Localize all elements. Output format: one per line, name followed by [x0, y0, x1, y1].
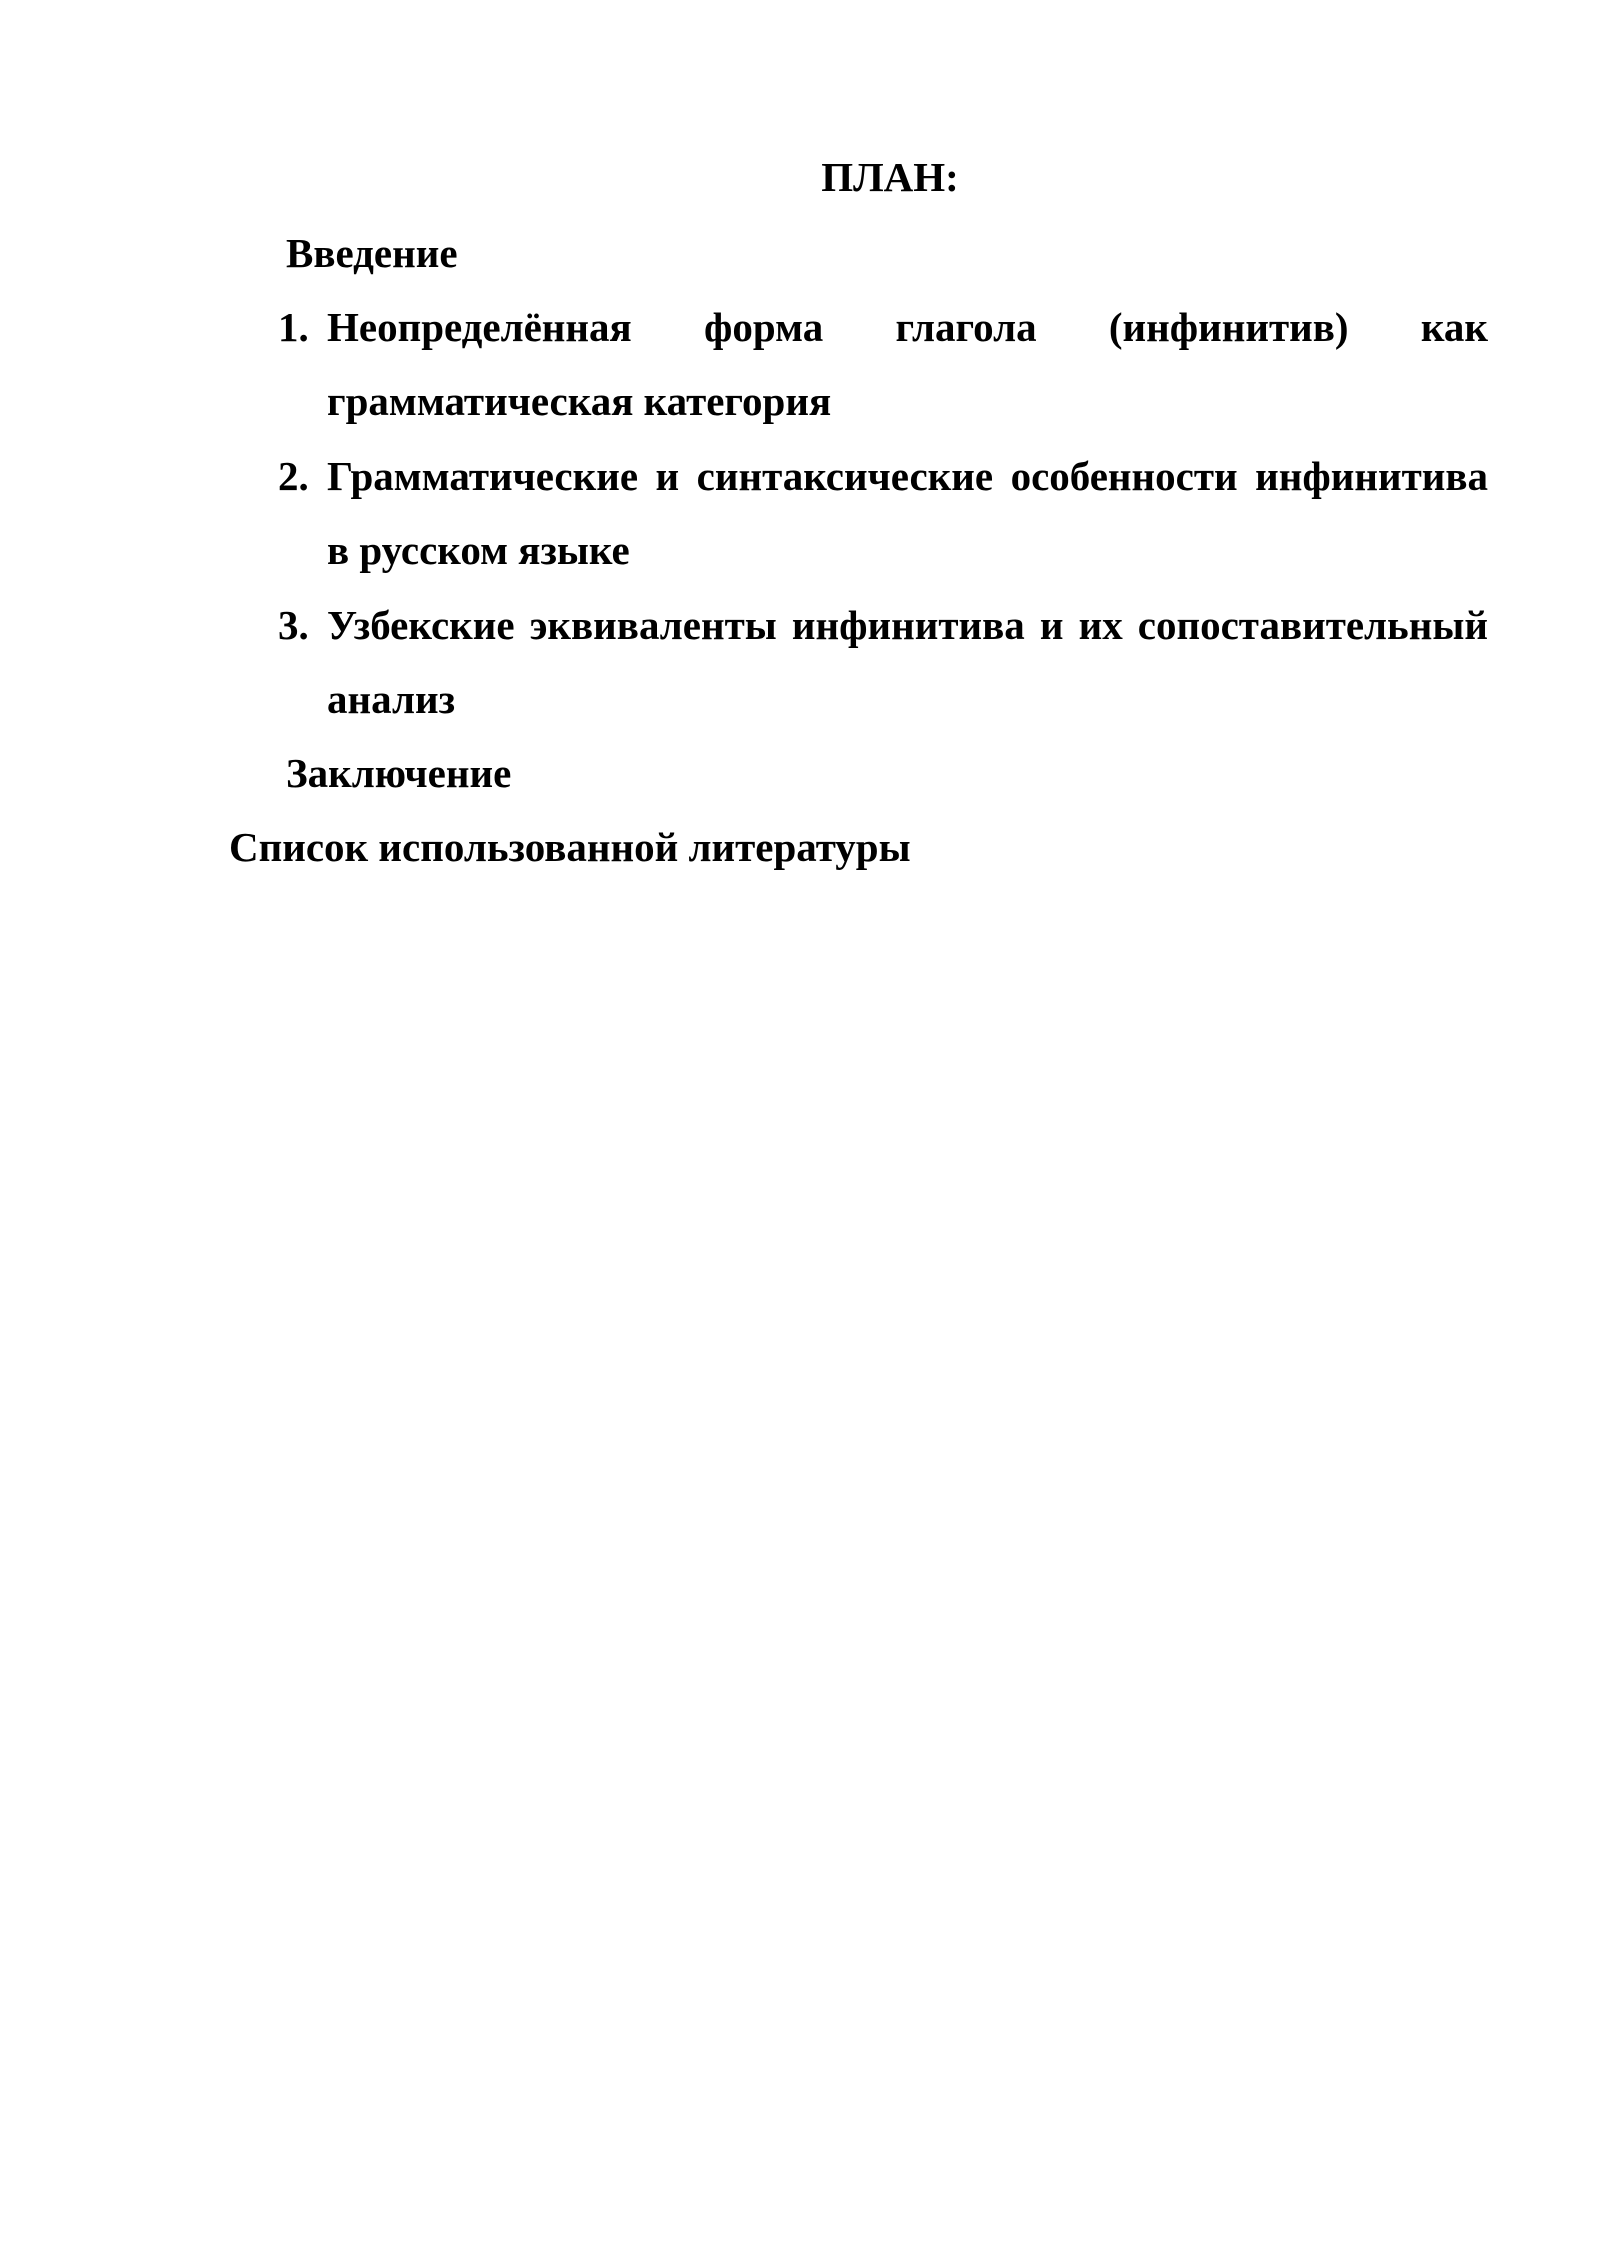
intro-heading: Введение	[286, 230, 458, 276]
list-item-number: 2.	[278, 453, 309, 499]
references-heading: Список использованной литературы	[229, 824, 911, 870]
page-title: ПЛАН:	[821, 154, 959, 200]
list-item-number: 1.	[278, 304, 309, 350]
list-item-text: Грамматические и синтаксические особенности инфинитива в русском языке	[327, 453, 1488, 573]
conclusion-heading: Заключение	[286, 750, 512, 796]
list-item	[278, 588, 1488, 736]
list-item-text: Узбекские эквиваленты инфинитива и их сопоставительный анализ	[327, 602, 1488, 722]
list-item	[278, 290, 1488, 438]
list-item-text: Неопределённая форма глагола (инфинитив) как грамматическая категория	[327, 304, 1488, 424]
list-item-number: 3.	[278, 602, 309, 648]
list-item	[278, 439, 1488, 587]
